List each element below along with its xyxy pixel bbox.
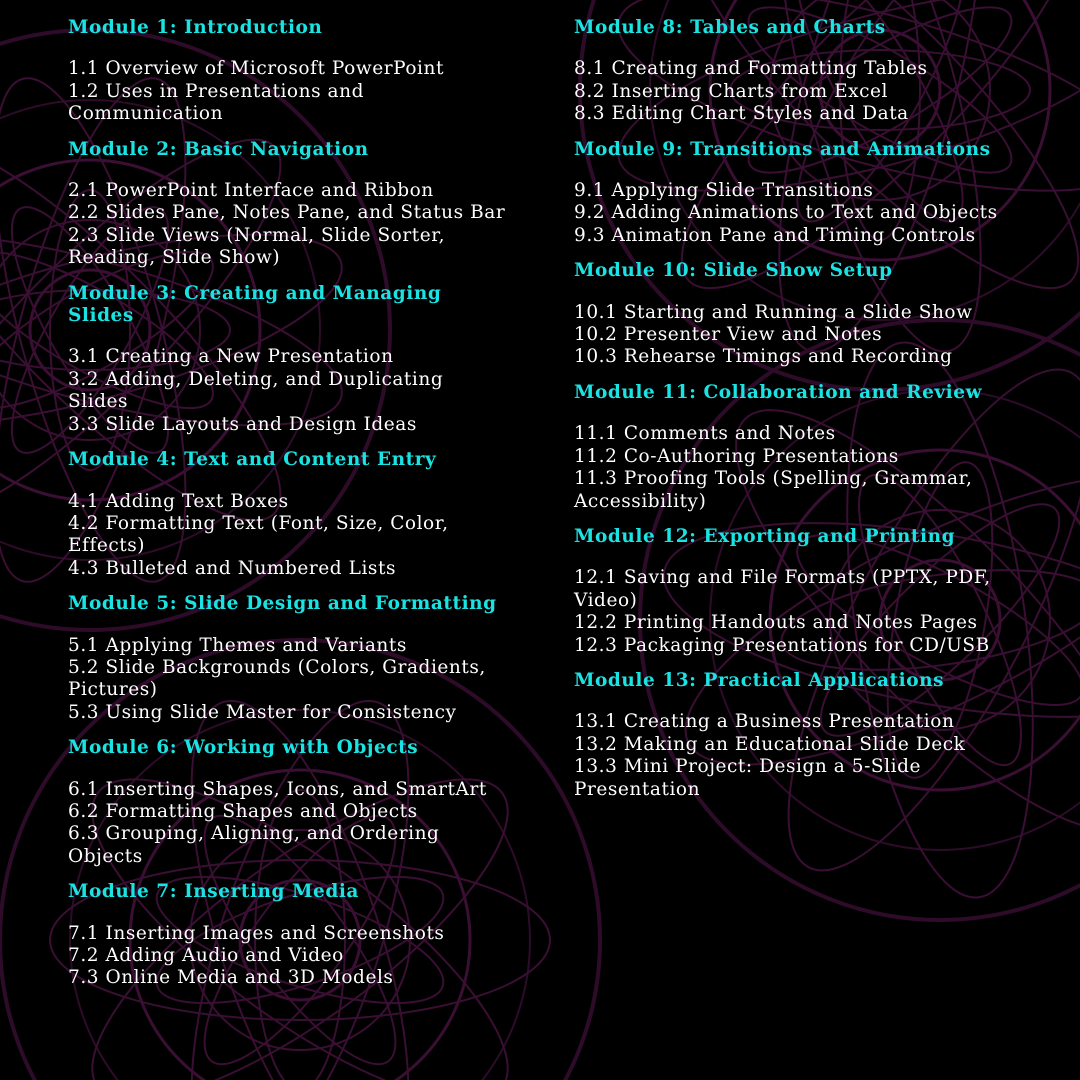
lesson-item: 1.2 Uses in Presentations and Communication	[68, 80, 364, 125]
lesson-item: 11.3 Proofing Tools (Spelling, Grammar, Accessibility)	[574, 468, 973, 512]
lesson-item: 12.1 Saving and File Formats (PPTX, PDF, Video)	[574, 567, 991, 611]
lesson-item: 5.2 Slide Backgrounds (Colors, Gradients, Pictures)	[68, 656, 486, 701]
module-title: Module 5: Slide Design and Formatting	[68, 593, 497, 615]
lesson-item: 6.2 Formatting Shapes and Objects	[68, 800, 418, 822]
lesson-item: 13.2 Making an Educational Slide Deck	[574, 733, 966, 755]
module-title: Module 4: Text and Content Entry	[68, 449, 437, 471]
left-column	[68, 17, 508, 1003]
module-title: Module 7: Inserting Media	[68, 881, 359, 903]
module-title: Module 13: Practical Applications	[574, 669, 945, 691]
module-section	[68, 881, 508, 990]
module-title: Module 3: Creating and Managing Slides	[68, 282, 442, 327]
lesson-item: 12.2 Printing Handouts and Notes Pages	[574, 612, 978, 634]
lesson-item: 5.3 Using Slide Master for Consistency	[68, 701, 457, 723]
right-column	[574, 17, 1014, 814]
module-section	[68, 593, 508, 724]
lesson-item: 13.3 Mini Project: Design a 5-Slide Presentation	[574, 756, 921, 800]
module-section	[574, 139, 1014, 248]
lesson-item: 9.2 Adding Animations to Text and Objects	[574, 202, 998, 224]
lesson-item: 2.3 Slide Views (Normal, Slide Sorter, Reading, Slide Show)	[68, 224, 446, 269]
lesson-item: 7.3 Online Media and 3D Models	[68, 967, 394, 989]
lesson-item: 5.1 Applying Themes and Variants	[68, 634, 407, 656]
lesson-item: 4.3 Bulleted and Numbered Lists	[68, 557, 396, 579]
lesson-item: 3.2 Adding, Deleting, and Duplicating Slides	[68, 368, 444, 413]
module-title: Module 1: Introduction	[68, 17, 323, 38]
lesson-item: 13.1 Creating a Business Presentation	[574, 711, 955, 733]
lesson-item: 6.3 Grouping, Aligning, and Ordering Objects	[68, 823, 440, 867]
lesson-item: 9.1 Applying Slide Transitions	[574, 180, 874, 202]
lesson-item: 4.2 Formatting Text (Font, Size, Color, Effects)	[68, 512, 449, 557]
module-section	[574, 382, 1014, 513]
lesson-item: 11.2 Co-Authoring Presentations	[574, 445, 899, 467]
lesson-item: 9.3 Animation Pane and Timing Controls	[574, 224, 976, 246]
lesson-item: 8.1 Creating and Formatting Tables	[574, 58, 928, 80]
lesson-item: 1.1 Overview of Microsoft PowerPoint	[68, 58, 444, 80]
lesson-item: 7.2 Adding Audio and Video	[68, 945, 344, 966]
lesson-item: 8.2 Inserting Charts from Excel	[574, 80, 889, 102]
module-section	[68, 737, 508, 868]
lesson-item: 10.3 Rehearse Timings and Recording	[574, 346, 953, 368]
module-title: Module 6: Working with Objects	[68, 737, 419, 759]
module-title: Module 11: Collaboration and Review	[574, 381, 983, 403]
module-title: Module 12: Exporting and Printing	[574, 525, 956, 547]
module-section	[68, 139, 508, 270]
lesson-item: 2.2 Slides Pane, Notes Pane, and Status Bar	[68, 202, 506, 224]
lesson-item: 10.2 Presenter View and Notes	[574, 324, 883, 346]
lesson-item: 7.1 Inserting Images and Screenshots	[68, 922, 445, 944]
lesson-item: 10.1 Starting and Running a Slide Show	[574, 301, 973, 323]
lesson-item: 8.3 Editing Chart Styles and Data	[574, 103, 909, 125]
lesson-item: 11.1 Comments and Notes	[574, 423, 836, 445]
module-title: Module 9: Transitions and Animations	[574, 138, 991, 160]
lesson-item: 6.1 Inserting Shapes, Icons, and SmartArt	[68, 778, 487, 800]
lesson-item: 3.3 Slide Layouts and Design Ideas	[68, 413, 417, 435]
module-section	[574, 260, 1014, 369]
module-section	[574, 670, 1014, 801]
lesson-item: 3.1 Creating a New Presentation	[68, 346, 394, 368]
module-section	[574, 17, 1014, 126]
lesson-item: 2.1 PowerPoint Interface and Ribbon	[68, 180, 434, 202]
lesson-item: 12.3 Packaging Presentations for CD/USB	[574, 634, 990, 656]
module-title: Module 2: Basic Navigation	[68, 138, 369, 160]
module-section	[574, 526, 1014, 657]
module-section	[68, 449, 508, 580]
module-section	[68, 283, 508, 436]
lesson-item: 4.1 Adding Text Boxes	[68, 490, 289, 512]
module-title: Module 8: Tables and Charts	[574, 17, 886, 38]
module-section	[68, 17, 508, 126]
module-title: Module 10: Slide Show Setup	[574, 260, 893, 282]
